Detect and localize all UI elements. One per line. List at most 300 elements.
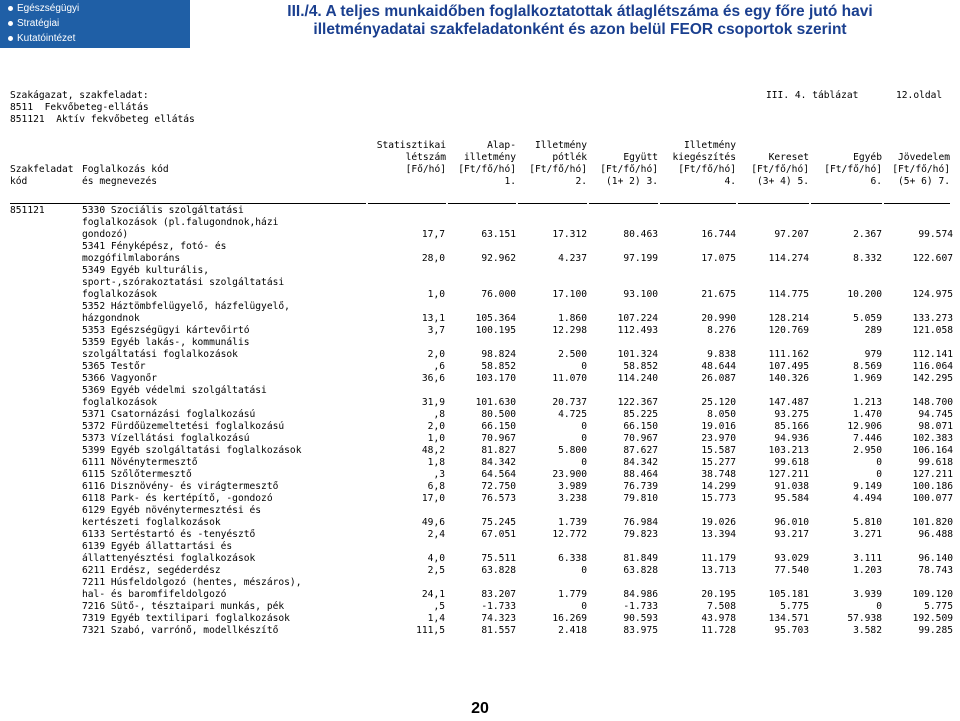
value-cell: 72.750 bbox=[481, 481, 516, 492]
value-cell bbox=[377, 241, 445, 253]
value-cell: 14.299 bbox=[701, 481, 736, 492]
value-cell: 8.569 bbox=[853, 361, 882, 372]
value-cell: 133.273 bbox=[912, 313, 953, 324]
value-cell bbox=[882, 241, 953, 253]
value-cell bbox=[658, 217, 736, 229]
table-row bbox=[10, 421, 953, 433]
value-cell bbox=[658, 265, 736, 277]
value-cell bbox=[587, 277, 658, 289]
table-row bbox=[10, 301, 953, 313]
foglalkozas-label: 5349 Egyéb kulturális, bbox=[82, 265, 210, 276]
header-col-1: [Fő/hó] bbox=[405, 164, 446, 175]
table-row bbox=[10, 349, 953, 361]
value-cell bbox=[736, 385, 809, 397]
header-col-5: kiegészítés bbox=[672, 152, 736, 163]
value-cell: 7.446 bbox=[853, 433, 882, 444]
header-szakfeladat: Szakfeladat bbox=[10, 164, 74, 175]
value-cell: 105.181 bbox=[768, 589, 809, 600]
value-cell bbox=[736, 277, 809, 289]
szakfeladat-code bbox=[10, 493, 82, 505]
szakfeladat-code bbox=[10, 469, 82, 481]
foglalkozas-label: kertészeti foglalkozások bbox=[82, 517, 221, 528]
table-row bbox=[10, 493, 953, 505]
foglalkozas-label: 7319 Egyéb textilipari foglalkozások bbox=[82, 613, 290, 624]
value-cell: 11.728 bbox=[701, 625, 736, 636]
value-cell bbox=[809, 385, 882, 397]
value-cell bbox=[377, 577, 445, 589]
value-cell: 95.584 bbox=[774, 493, 809, 504]
value-cell: 99.618 bbox=[918, 457, 953, 468]
value-cell: 102.383 bbox=[912, 433, 953, 444]
value-cell bbox=[658, 505, 736, 517]
value-cell bbox=[516, 577, 587, 589]
header-col-8: (5+ 6) 7. bbox=[898, 176, 950, 187]
value-cell: 43.978 bbox=[701, 613, 736, 624]
value-cell: 0 bbox=[581, 421, 587, 432]
header-foglalkozas: és megnevezés bbox=[82, 176, 158, 187]
value-cell bbox=[377, 277, 445, 289]
value-cell bbox=[809, 541, 882, 553]
institute-logo bbox=[0, 0, 190, 48]
header-foglalkozas: Foglalkozás kód bbox=[82, 164, 169, 175]
value-cell: 70.967 bbox=[623, 433, 658, 444]
value-cell: 122.367 bbox=[617, 397, 658, 408]
value-cell: 111.162 bbox=[768, 349, 809, 360]
value-cell: 17,7 bbox=[421, 229, 445, 240]
value-cell: 88.464 bbox=[623, 469, 658, 480]
value-cell bbox=[809, 277, 882, 289]
szakfeladat-code bbox=[10, 277, 82, 289]
value-cell: 84.986 bbox=[623, 589, 658, 600]
value-cell: 5.775 bbox=[780, 601, 809, 612]
value-cell: 13.394 bbox=[701, 529, 736, 540]
table-row bbox=[10, 217, 953, 229]
divider-line bbox=[660, 203, 736, 204]
value-cell: 76.000 bbox=[481, 289, 516, 300]
szakfeladat-code: 851121 bbox=[10, 205, 45, 216]
foglalkozas-label: szolgáltatási foglalkozások bbox=[82, 349, 238, 360]
value-cell: 6.338 bbox=[558, 553, 587, 564]
szakfeladat-code bbox=[10, 385, 82, 397]
value-cell bbox=[658, 277, 736, 289]
value-cell: 79.810 bbox=[623, 493, 658, 504]
value-cell bbox=[587, 205, 658, 217]
value-cell: 0 bbox=[876, 469, 882, 480]
value-cell: 121.058 bbox=[912, 325, 953, 336]
value-cell bbox=[377, 505, 445, 517]
value-cell bbox=[882, 205, 953, 217]
header-col-6: [Ft/fő/hó] bbox=[751, 164, 809, 175]
value-cell: 5.800 bbox=[558, 445, 587, 456]
divider-line bbox=[448, 203, 516, 204]
value-cell bbox=[587, 541, 658, 553]
value-cell: 289 bbox=[864, 325, 882, 336]
value-cell: 83.207 bbox=[481, 589, 516, 600]
value-cell: 84.342 bbox=[623, 457, 658, 468]
szakfeladat-code bbox=[10, 421, 82, 433]
value-cell bbox=[445, 385, 516, 397]
table-row bbox=[10, 565, 953, 577]
value-cell bbox=[809, 241, 882, 253]
value-cell: 8.050 bbox=[707, 409, 736, 420]
szakfeladat-code bbox=[10, 625, 82, 637]
value-cell: 76.984 bbox=[623, 517, 658, 528]
table-row bbox=[10, 325, 953, 337]
value-cell: 85.225 bbox=[623, 409, 658, 420]
value-cell: 25.120 bbox=[701, 397, 736, 408]
value-cell: 1,0 bbox=[427, 433, 445, 444]
value-cell: 96.010 bbox=[774, 517, 809, 528]
header-col-4: (1+ 2) 3. bbox=[606, 176, 658, 187]
szakagazat-label: Szakágazat, szakfeladat: bbox=[10, 90, 149, 101]
value-cell: ,8 bbox=[433, 409, 445, 420]
table-row bbox=[10, 397, 953, 409]
value-cell: 114.775 bbox=[768, 289, 809, 300]
table-number: III. 4. táblázat bbox=[766, 90, 859, 101]
table-row bbox=[10, 577, 953, 589]
value-cell: 76.739 bbox=[623, 481, 658, 492]
foglalkozas-label: 5369 Egyéb védelmi szolgáltatási bbox=[82, 385, 267, 396]
table-row bbox=[10, 253, 953, 265]
value-cell: 3.939 bbox=[853, 589, 882, 600]
value-cell: 192.509 bbox=[912, 613, 953, 624]
header-col-5: [Ft/fő/hó] bbox=[678, 164, 736, 175]
value-cell: 96.488 bbox=[918, 529, 953, 540]
value-cell: 3.238 bbox=[558, 493, 587, 504]
value-cell bbox=[377, 205, 445, 217]
value-cell: 142.295 bbox=[912, 373, 953, 384]
szakfeladat-code bbox=[10, 505, 82, 517]
value-cell: 93.100 bbox=[623, 289, 658, 300]
value-cell: 38.748 bbox=[701, 469, 736, 480]
value-cell bbox=[809, 301, 882, 313]
table-row bbox=[10, 241, 953, 253]
value-cell: 979 bbox=[864, 349, 882, 360]
value-cell bbox=[445, 505, 516, 517]
value-cell: 79.823 bbox=[623, 529, 658, 540]
value-cell: 3.111 bbox=[853, 553, 882, 564]
value-cell: 3,7 bbox=[427, 325, 445, 336]
value-cell: 134.571 bbox=[768, 613, 809, 624]
value-cell: 2,5 bbox=[427, 565, 445, 576]
divider-line bbox=[884, 203, 950, 204]
value-cell bbox=[736, 241, 809, 253]
value-cell: 92.962 bbox=[481, 253, 516, 264]
foglalkozas-label: 6211 Erdész, segéderdész bbox=[82, 565, 221, 576]
value-cell: 76.573 bbox=[481, 493, 516, 504]
value-cell: 98.071 bbox=[918, 421, 953, 432]
szakfeladat-code bbox=[10, 541, 82, 553]
szakfeladat-code bbox=[10, 529, 82, 541]
value-cell: 36,6 bbox=[421, 373, 445, 384]
value-cell bbox=[658, 577, 736, 589]
value-cell bbox=[587, 505, 658, 517]
value-cell: 101.324 bbox=[617, 349, 658, 360]
value-cell bbox=[377, 385, 445, 397]
value-cell: 80.500 bbox=[481, 409, 516, 420]
value-cell bbox=[445, 241, 516, 253]
value-cell: 5.059 bbox=[853, 313, 882, 324]
value-cell: 16.269 bbox=[552, 613, 587, 624]
value-cell bbox=[882, 265, 953, 277]
value-cell: 13.713 bbox=[701, 565, 736, 576]
szakfeladat-code bbox=[10, 289, 82, 301]
value-cell bbox=[658, 301, 736, 313]
value-cell: 99.285 bbox=[918, 625, 953, 636]
szakfeladat-code bbox=[10, 337, 82, 349]
value-cell: 2.367 bbox=[853, 229, 882, 240]
value-cell: 114.240 bbox=[617, 373, 658, 384]
szakfeladat-code bbox=[10, 325, 82, 337]
value-cell: 19.026 bbox=[701, 517, 736, 528]
value-cell bbox=[587, 385, 658, 397]
value-cell: 148.700 bbox=[912, 397, 953, 408]
value-cell: 57.938 bbox=[847, 613, 882, 624]
value-cell: 17,0 bbox=[421, 493, 445, 504]
value-cell: 4.237 bbox=[558, 253, 587, 264]
value-cell: 0 bbox=[876, 601, 882, 612]
value-cell bbox=[445, 205, 516, 217]
logo-dot-icon bbox=[8, 36, 13, 41]
value-cell bbox=[445, 277, 516, 289]
table-row bbox=[10, 469, 953, 481]
szakfeladat-code bbox=[10, 217, 82, 229]
value-cell: 20.737 bbox=[552, 397, 587, 408]
foglalkozas-label: mozgófilmlaboráns bbox=[82, 253, 181, 264]
value-cell: 20.990 bbox=[701, 313, 736, 324]
logo-line-3: Kutatóintézet bbox=[8, 33, 75, 44]
foglalkozas-label: 5352 Háztömbfelügyelő, házfelügyelő, bbox=[82, 301, 290, 312]
value-cell bbox=[882, 385, 953, 397]
value-cell: 0 bbox=[581, 601, 587, 612]
value-cell bbox=[516, 277, 587, 289]
value-cell: 70.967 bbox=[481, 433, 516, 444]
value-cell: -1.733 bbox=[623, 601, 658, 612]
value-cell bbox=[516, 505, 587, 517]
value-cell bbox=[809, 577, 882, 589]
table-row bbox=[10, 265, 953, 277]
table-row bbox=[10, 337, 953, 349]
szakfeladat-code bbox=[10, 565, 82, 577]
value-cell bbox=[587, 217, 658, 229]
header-col-4: [Ft/fő/hó] bbox=[600, 164, 658, 175]
value-cell: 1.739 bbox=[558, 517, 587, 528]
value-cell: 3.582 bbox=[853, 625, 882, 636]
value-cell: 63.151 bbox=[481, 229, 516, 240]
value-cell: 75.245 bbox=[481, 517, 516, 528]
foglalkozas-label: 7321 Szabó, varrónő, modellkészítő bbox=[82, 625, 279, 636]
value-cell: 4.494 bbox=[853, 493, 882, 504]
table-row bbox=[10, 625, 953, 637]
szakfeladat-code bbox=[10, 457, 82, 469]
value-cell: 107.224 bbox=[617, 313, 658, 324]
value-cell: 127.211 bbox=[912, 469, 953, 480]
foglalkozas-label: 7211 Húsfeldolgozó (hentes, mészáros), bbox=[82, 577, 302, 588]
header-col-4: Együtt bbox=[623, 152, 658, 163]
foglalkozas-label: 6133 Sertéstartó és -tenyésztő bbox=[82, 529, 256, 540]
value-cell: 75.511 bbox=[481, 553, 516, 564]
value-cell: 97.207 bbox=[774, 229, 809, 240]
value-cell: 10.200 bbox=[847, 289, 882, 300]
szakfeladat-code bbox=[10, 361, 82, 373]
table-row bbox=[10, 505, 953, 517]
value-cell: 48,2 bbox=[421, 445, 445, 456]
value-cell: 85.166 bbox=[774, 421, 809, 432]
table-row bbox=[10, 373, 953, 385]
header-col-3: 2. bbox=[575, 176, 587, 187]
value-cell: 19.016 bbox=[701, 421, 736, 432]
table-row bbox=[10, 433, 953, 445]
value-cell: 66.150 bbox=[623, 421, 658, 432]
value-cell: 20.195 bbox=[701, 589, 736, 600]
szakfeladat-code bbox=[10, 409, 82, 421]
value-cell: 99.574 bbox=[918, 229, 953, 240]
value-cell bbox=[445, 337, 516, 349]
divider-line bbox=[589, 203, 658, 204]
value-cell: 74.323 bbox=[481, 613, 516, 624]
foglalkozas-label: 5359 Egyéb lakás-, kommunális bbox=[82, 337, 250, 348]
value-cell bbox=[658, 541, 736, 553]
value-cell: 83.975 bbox=[623, 625, 658, 636]
header-col-2: illetmény bbox=[464, 152, 516, 163]
value-cell: 23.970 bbox=[701, 433, 736, 444]
value-cell: 93.217 bbox=[774, 529, 809, 540]
value-cell: 3.989 bbox=[558, 481, 587, 492]
value-cell bbox=[809, 337, 882, 349]
page-reference: 12.oldal bbox=[896, 90, 943, 101]
foglalkozas-label: hal- és baromfifeldolgozó bbox=[82, 589, 227, 600]
table-row bbox=[10, 541, 953, 553]
value-cell: 66.150 bbox=[481, 421, 516, 432]
value-cell: 0 bbox=[581, 361, 587, 372]
value-cell: 124.975 bbox=[912, 289, 953, 300]
value-cell: 100.195 bbox=[475, 325, 516, 336]
value-cell: 28,0 bbox=[421, 253, 445, 264]
value-cell bbox=[516, 385, 587, 397]
value-cell bbox=[377, 301, 445, 313]
logo-line-1: Egészségügyi bbox=[8, 3, 79, 14]
table-row bbox=[10, 289, 953, 301]
page-title bbox=[200, 3, 960, 39]
szakfeladat-code bbox=[10, 301, 82, 313]
value-cell bbox=[377, 217, 445, 229]
value-cell: 63.828 bbox=[623, 565, 658, 576]
foglalkozas-label: gondozó) bbox=[82, 229, 129, 240]
foglalkozas-label: házgondnok bbox=[82, 313, 140, 324]
header-col-3: Illetmény bbox=[535, 140, 587, 151]
value-cell: 90.593 bbox=[623, 613, 658, 624]
foglalkozas-label: állattenyésztési foglalkozások bbox=[82, 553, 256, 564]
value-cell: 100.186 bbox=[912, 481, 953, 492]
value-cell bbox=[445, 541, 516, 553]
table-row bbox=[10, 445, 953, 457]
szakfeladat-code bbox=[10, 241, 82, 253]
value-cell bbox=[736, 217, 809, 229]
header-col-3: pótlék bbox=[552, 152, 587, 163]
value-cell bbox=[809, 505, 882, 517]
value-cell bbox=[736, 577, 809, 589]
value-cell: 1,4 bbox=[427, 613, 445, 624]
value-cell: 0 bbox=[581, 433, 587, 444]
value-cell: 101.820 bbox=[912, 517, 953, 528]
value-cell: 4,0 bbox=[427, 553, 445, 564]
foglalkozas-label: 6116 Disznövény- és virágtermesztő bbox=[82, 481, 279, 492]
value-cell bbox=[377, 337, 445, 349]
szakfeladat-code bbox=[10, 313, 82, 325]
foglalkozas-label: 7216 Sütő-, tésztaipari munkás, pék bbox=[82, 601, 285, 612]
value-cell bbox=[587, 241, 658, 253]
divider-line bbox=[518, 203, 587, 204]
value-cell bbox=[658, 241, 736, 253]
value-cell bbox=[882, 541, 953, 553]
value-cell: 21.675 bbox=[701, 289, 736, 300]
foglalkozas-label: 5372 Fürdőüzemeltetési foglalkozású bbox=[82, 421, 285, 432]
value-cell: 8.332 bbox=[853, 253, 882, 264]
value-cell bbox=[882, 217, 953, 229]
value-cell: 80.463 bbox=[623, 229, 658, 240]
value-cell: 49,6 bbox=[421, 517, 445, 528]
value-cell bbox=[377, 265, 445, 277]
value-cell: 109.120 bbox=[912, 589, 953, 600]
table-row bbox=[10, 229, 953, 241]
value-cell: ,5 bbox=[433, 601, 445, 612]
value-cell: 0 bbox=[876, 457, 882, 468]
value-cell bbox=[736, 205, 809, 217]
divider-line bbox=[738, 203, 809, 204]
table-row bbox=[10, 553, 953, 565]
szakfeladat-code bbox=[10, 433, 82, 445]
value-cell: 26.087 bbox=[701, 373, 736, 384]
table-row bbox=[10, 589, 953, 601]
value-cell bbox=[516, 265, 587, 277]
foglalkozas-label: 5399 Egyéb szolgáltatási foglalkozások bbox=[82, 445, 302, 456]
value-cell: 0 bbox=[581, 565, 587, 576]
value-cell: 78.743 bbox=[918, 565, 953, 576]
value-cell bbox=[809, 265, 882, 277]
foglalkozas-label: 5365 Testőr bbox=[82, 361, 146, 372]
value-cell: 12.772 bbox=[552, 529, 587, 540]
szakfeladat-code bbox=[10, 373, 82, 385]
value-cell: 17.100 bbox=[552, 289, 587, 300]
value-cell: 1.203 bbox=[853, 565, 882, 576]
value-cell: 15.587 bbox=[701, 445, 736, 456]
foglalkozas-label: 5371 Csatornázási foglalkozású bbox=[82, 409, 256, 420]
value-cell: 128.214 bbox=[768, 313, 809, 324]
value-cell bbox=[377, 541, 445, 553]
value-cell: 63.828 bbox=[481, 565, 516, 576]
foglalkozas-label: 5330 Szociális szolgáltatási bbox=[82, 205, 244, 216]
value-cell: 2,0 bbox=[427, 349, 445, 360]
value-cell: 98.824 bbox=[481, 349, 516, 360]
value-cell bbox=[658, 337, 736, 349]
logo-line-2: Stratégiai bbox=[8, 18, 59, 29]
szakfeladat-code bbox=[10, 577, 82, 589]
value-cell: 67.051 bbox=[481, 529, 516, 540]
szakfeladat-code bbox=[10, 445, 82, 457]
value-cell bbox=[445, 265, 516, 277]
table-row bbox=[10, 385, 953, 397]
value-cell: 120.769 bbox=[768, 325, 809, 336]
value-cell bbox=[587, 301, 658, 313]
value-cell: 81.827 bbox=[481, 445, 516, 456]
szakfeladat-code bbox=[10, 613, 82, 625]
szakfeladat-code bbox=[10, 229, 82, 241]
value-cell: 11.070 bbox=[552, 373, 587, 384]
value-cell: 111,5 bbox=[416, 625, 445, 636]
value-cell: 4.725 bbox=[558, 409, 587, 420]
value-cell: 103.170 bbox=[475, 373, 516, 384]
value-cell bbox=[445, 217, 516, 229]
